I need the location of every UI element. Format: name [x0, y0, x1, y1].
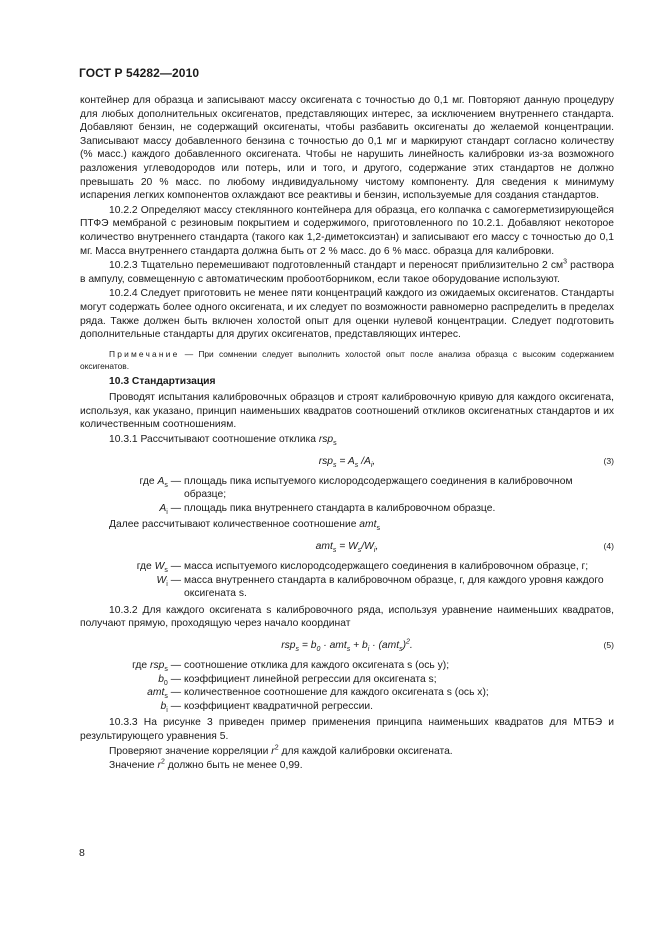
- paragraph-10-3-1-text: 10.3.1 Рассчитывают соотношение отклика: [109, 434, 319, 446]
- paragraph-correlation-threshold: Значение $r^2$ должно быть не менее 0,99.: [109, 758, 303, 772]
- definition-row: $A_i$ — площадь пика внутреннего стандарта в калибровочном образце.: [159, 502, 496, 516]
- definition-row: где $A_s$ — площадь пика испытуемого кислородсодержащего соединения в калибровочном образце;: [139, 475, 573, 501]
- paragraph-10-2-3-text-a: 10.2.3 Тщательно перемешивают подготовленный стандарт и переносят приблизительно 2 см: [109, 260, 564, 272]
- formula-3-expression: $rsp_s = A_s$ $/A_i$,: [318, 455, 376, 469]
- definition-row: $b_i$ — коэффициент квадратичной регрессии.: [160, 700, 373, 714]
- formula-5: [80, 632, 614, 659]
- definition-row: где rsp$_s$ — соотношение отклика для каждого оксигената s (ось y);: [132, 660, 450, 674]
- paragraph-10-2-3: [80, 259, 614, 286]
- paragraph-continuation: контейнер для образца и записывают массу оксигената с точностью до 0,1 мг. Повторяют данную процедуру для любых дополнительных оксигенатов, представляющих интерес, за исключением внутреннего стандарта. Добавляют бензин, не содержащий оксигенаты, чтобы разбавить оксигенаты до желаемой концентрации. Записывают массу добавленного бензина с точностью до 0,1 мг и маркируют стандарт согласно количеству (% масс.) каждого добавленного оксигената. Чтобы не нарушить линейность калибровки из-за возможного разложения углеводородов или потерь, или и того, и другого, содержание этих стандартов не должно превышать 20 % масс. по любому индивидуальному чистому компоненту. Для сведения к минимуму испарения легких компонентов охлаждают все реактивы и бензин, используемые для создания стандартов.: [80, 95, 614, 202]
- paragraph-10-3-2: 10.3.2 Для каждого оксигената s калибровочного ряда, используя уравнение наименьших квадратов, получают прямую, проходящую через начало координат: [80, 604, 614, 630]
- note-label: Примечание: [109, 348, 180, 359]
- paragraph-amount-ratio: Далее рассчитывают количественное соотношение amt$_s$: [109, 519, 380, 533]
- formula-4: [80, 533, 614, 560]
- definition-row: amt$_s$ — количественное соотношение для каждого оксигената s (ось x);: [147, 687, 489, 701]
- formula-5-expression: $rsp_s = b_0 \cdot amt_s + b_i \cdot (amt_s)^2$.: [281, 638, 413, 654]
- paragraph-10-2-2: 10.2.2 Определяют массу стеклянного контейнера для образца, его колпачка с самогерметизирующейся ПТФЭ мембраной с резиновым покрытием и содержимого, приготовленного по 10.2.1. Добавляют некоторое количество внутреннего стандарта (такого как 1,2-диметоксиэтан) и записывают его массу с точностью до 0,1 мг. Масса внутреннего стандарта должна быть от 2 % масс. до 6 % масс. образца для калибровки.: [80, 204, 614, 257]
- formula-3: [80, 448, 614, 475]
- document-body: [80, 94, 614, 774]
- paragraph-10-2-4: 10.2.4 Следует приготовить не менее пяти концентраций каждого из ожидаемых оксигенатов. Стандарты могут содержать более одного оксигената, и их следует по возможности равномерно распределить в пределах ряда. Также должен быть включен холостой опыт для оценки нулевой концентрации. Следует подготовить дополнительные стандарты для других оксигенатов, представляющих интерес.: [80, 288, 614, 341]
- cubic-superscript: 3: [563, 258, 568, 266]
- formula-5-number: (5): [603, 640, 614, 650]
- subscript-s: s: [333, 440, 337, 448]
- note-text: — При сомнении следует выполнить холостой опыт после анализа образца с высоким содержанием оксигенатов.: [80, 348, 614, 371]
- page-number: 8: [79, 847, 85, 859]
- definition-row: где $W_s$ — масса испытуемого кислородсодержащего соединения в калибровочном образце, г;: [136, 561, 589, 575]
- formula-3-number: (3): [603, 455, 614, 466]
- formula-4-number: (4): [603, 541, 614, 552]
- formula-4-expression: $amt_s = W_s/W_i$,: [315, 541, 379, 555]
- formula-4-definitions: [80, 560, 614, 601]
- rsp-symbol: rsp: [318, 434, 334, 446]
- paragraph-10-2-3-text-b: раствора в ампулу, совмещенную с автоматическим пробоотборником, если такое оборудование используют.: [80, 260, 614, 285]
- formula-3-definitions: [80, 475, 614, 516]
- paragraph-10-3-1: [80, 433, 614, 447]
- paragraph-10-3-3: 10.3.3 На рисунке 3 приведен пример применения принципа наименьших квадратов для МТБЭ и результирующего уравнения 5.: [80, 717, 614, 742]
- formula-5-definitions: [80, 659, 614, 713]
- note: [80, 348, 614, 372]
- paragraph-standardization: Проводят испытания калибровочных образцов и строят калибровочную кривую для каждого оксигената, используя, как указано, принцип наименьших квадратов соотношений откликов оксигенатных стандартов и их количественным соотношениям.: [80, 392, 614, 431]
- section-heading-10-3: 10.3 Стандартизация: [109, 375, 216, 387]
- document-header: ГОСТ Р 54282—2010: [79, 66, 200, 80]
- definition-row: $W_i$ — масса внутреннего стандарта в калибровочном образце, г, для каждого уровня каждого оксигената s.: [156, 574, 604, 600]
- definition-row: $b_0$ — коэффициент линейной регрессии для оксигената s;: [158, 673, 437, 687]
- paragraph-correlation-check: Проверяют значение корреляции $r^2$ для каждой калибровки оксигената.: [109, 744, 453, 757]
